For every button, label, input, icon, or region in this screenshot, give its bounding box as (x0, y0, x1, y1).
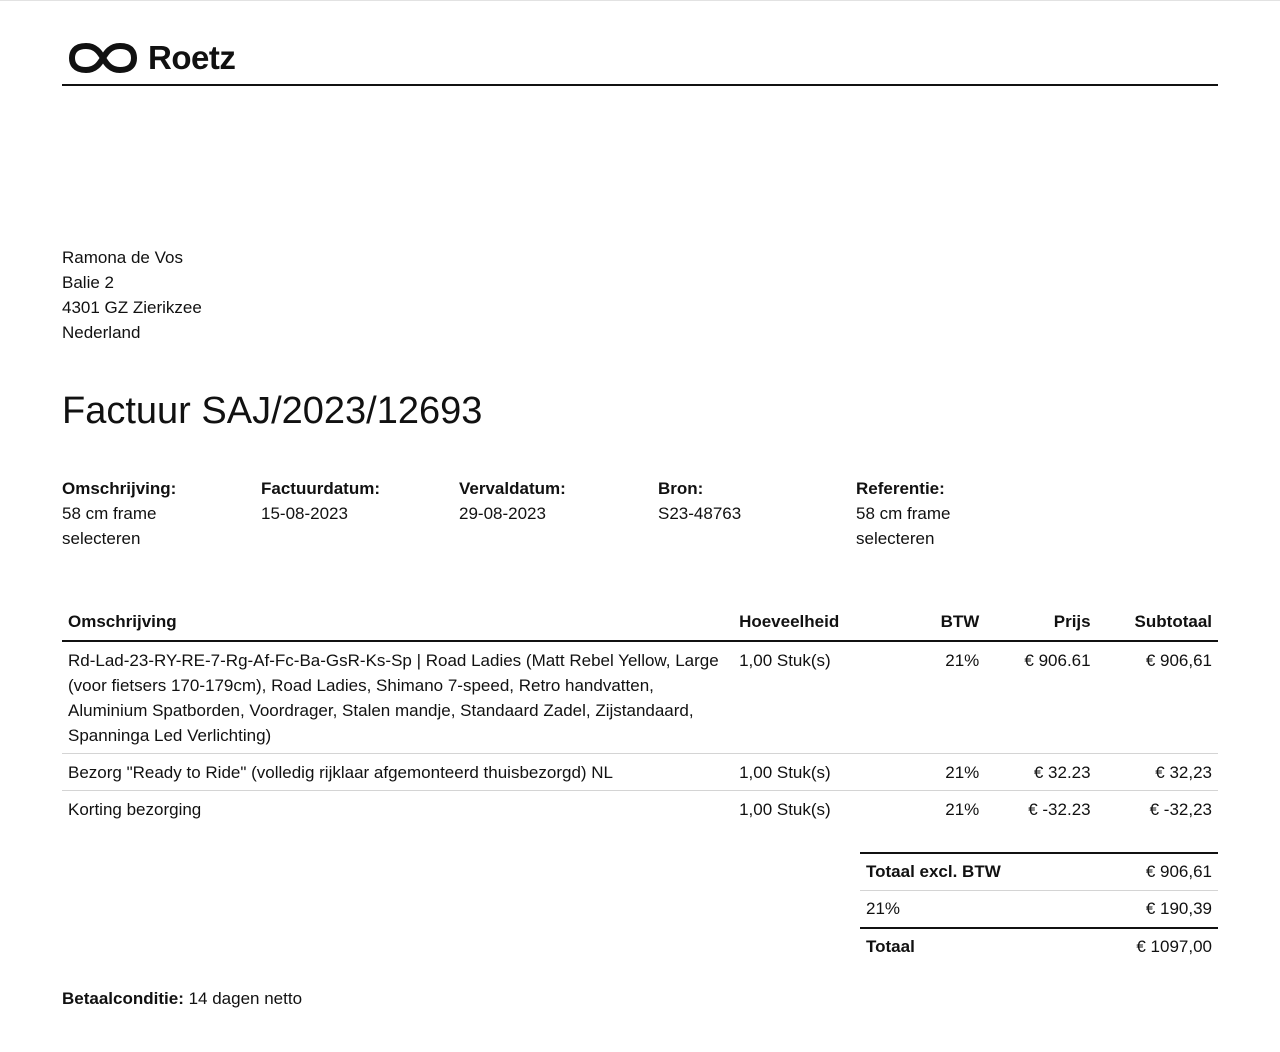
meta-invoice-date-value: 15-08-2023 (261, 504, 348, 523)
line-subtotal: € 906,61 (1097, 641, 1218, 754)
totals-table (860, 852, 1218, 965)
line-quantity: 1,00 Stuk(s) (733, 754, 884, 791)
meta-description-label: Omschrijving: (62, 479, 177, 498)
meta-description-value: 58 cm frame selecteren (62, 504, 157, 548)
table-row (62, 641, 1218, 754)
recipient-city: 4301 GZ Zierikzee (62, 298, 202, 317)
table-row (62, 754, 1218, 791)
meta-source-label: Bron: (658, 479, 704, 498)
column-header-price: Prijs (985, 605, 1096, 641)
totals-vat-label: 21% (860, 891, 1084, 929)
line-vat: 21% (884, 641, 985, 754)
meta-invoice-date-label: Factuurdatum: (261, 479, 380, 498)
document-header (62, 36, 1218, 86)
brand-logo (68, 38, 235, 78)
totals-vat-value: € 190,39 (1084, 891, 1218, 929)
column-header-subtotal: Subtotaal (1097, 605, 1218, 641)
brand-name: Roetz (148, 39, 236, 76)
line-subtotal: € 32,23 (1097, 754, 1218, 791)
meta-description (62, 476, 242, 551)
line-price: € 906.61 (985, 641, 1096, 754)
line-subtotal: € -32,23 (1149, 800, 1212, 819)
line-quantity: 1,00 Stuk(s) (733, 641, 884, 754)
totals-total-value: € 1097,00 (1084, 928, 1218, 965)
meta-source-value: S23-48763 (658, 504, 742, 523)
table-row (62, 791, 1218, 828)
column-header-description: Omschrijving (62, 605, 733, 641)
meta-due-date-value: 29-08-2023 (459, 504, 546, 523)
column-header-quantity: Hoeveelheid (733, 605, 884, 641)
payment-terms (62, 986, 302, 1011)
recipient-address (62, 245, 202, 345)
line-description: Bezorg "Ready to Ride" (volledig rijklaar afgemonteerd thuisbezorgd) NL (62, 754, 733, 791)
meta-reference-label: Referentie: (856, 479, 945, 498)
line-vat: 21% (884, 754, 985, 791)
line-vat: 21% (945, 800, 980, 819)
line-description: Korting bezorging (68, 800, 202, 819)
meta-due-date (459, 476, 639, 526)
invoice-title: Factuur SAJ/2023/12693 (62, 390, 483, 432)
table-header-row (62, 605, 1218, 641)
totals-total-label: Totaal (860, 928, 1084, 965)
line-price: € 32.23 (985, 754, 1096, 791)
meta-due-date-label: Vervaldatum: (459, 479, 566, 498)
meta-reference-value: 58 cm frame selecteren (856, 504, 951, 548)
payment-terms-label: Betaalconditie: (62, 989, 184, 1008)
recipient-name: Ramona de Vos (62, 248, 183, 267)
totals-total-row (860, 928, 1218, 965)
line-price: € -32.23 (1028, 800, 1091, 819)
meta-source (658, 476, 838, 526)
totals-vat-row (860, 891, 1218, 929)
meta-reference (856, 476, 1036, 551)
line-description: Rd-Lad-23-RY-RE-7-Rg-Af-Fc-Ba-GsR-Ks-Sp | Road Ladies (Matt Rebel Yellow, Large (voor fietsers 170-179cm), Road Ladies, Shimano 7-speed, Retro handvatten, Aluminium Spatborden, Voordrager, Stalen mandje, Standaard Zadel, Zijstandaard, Spanninga Led Verlichting) (62, 641, 733, 754)
recipient-street: Balie 2 (62, 273, 114, 292)
totals-excl-label: Totaal excl. BTW (866, 862, 1001, 881)
recipient-country: Nederland (62, 323, 141, 342)
page-top-border (0, 0, 1280, 1)
column-header-vat: BTW (884, 605, 985, 641)
totals-excl-value: € 906,61 (1145, 862, 1212, 881)
invoice-meta (62, 476, 1218, 556)
meta-invoice-date (261, 476, 441, 526)
infinity-loop-icon (68, 39, 138, 77)
payment-terms-value: 14 dagen netto (188, 989, 303, 1008)
line-quantity: 1,00 Stuk(s) (739, 800, 831, 819)
totals-excl-row (860, 853, 1218, 891)
invoice-lines-table (62, 605, 1218, 827)
